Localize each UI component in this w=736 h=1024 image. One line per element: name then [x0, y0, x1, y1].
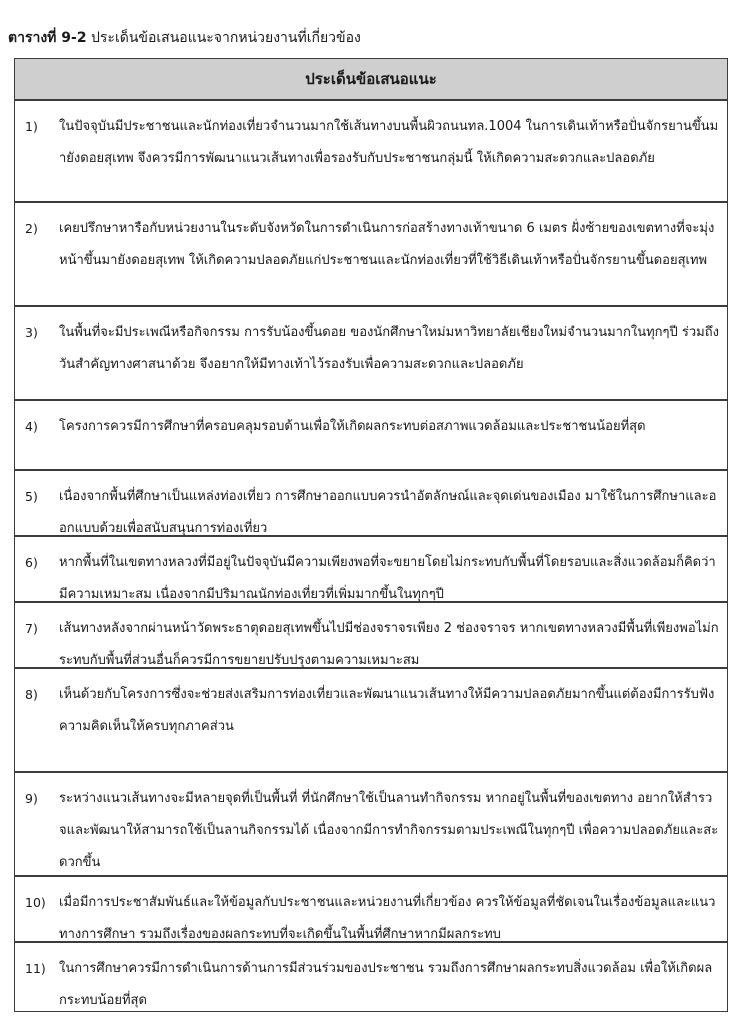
- table-row: [14, 772, 728, 876]
- row-text: ระหว่างแนวเส้นทางจะมีหลายจุดที่เป็นพื้นที่ ที่นักศึกษาใช้เป็นลานทำกิจกรรม หากอยู่ในพื้นที่ของเขตทาง อยากให้สำรวจและพัฒนาให้สามารถใช้เป็นลานกิจกรรมได้ เนื่องจากมีการทำกิจกรรมตามประเพณีในทุกๆปี เพื่อความปลอดภัยและสะดวกขึ้น: [59, 791, 719, 870]
- row-text: เคยปรึกษาหารือกับหน่วยงานในระดับจังหวัดในการดำเนินการก่อสร้างทางเท้าขนาด 6 เมตร ฝั่งซ้ายของเขตทางที่จะมุ่งหน้าขึ้นมายังดอยสุเทพ ให้เกิดความปลอดภัยแก่ประชาชนและนักท่องเที่ยวที่ใช้วิธีเดินเท้าหรือปั่นจักรยานขึ้นดอยสุเทพ: [59, 221, 715, 268]
- table-row: [14, 876, 728, 942]
- table-row: [14, 306, 728, 400]
- row-text: เมื่อมีการประชาสัมพันธ์และให้ข้อมูลกับประชาชนและหน่วยงานที่เกี่ยวข้อง ควรให้ข้อมูลที่ชัดเจนในเรื่องข้อมูลและแนวทางการศึกษา รวมถึงเรื่องของผลกระทบที่จะเกิดขึ้นในพื้นที่ศึกษาหากมีผลกระทบ: [59, 895, 716, 942]
- row-text: เส้นทางหลังจากผ่านหน้าวัดพระธาตุดอยสุเทพขึ้นไปมีช่องจราจรเพียง 2 ช่องจราจร หากเขตทางหลวงมีพื้นที่เพียงพอไม่กระทบกับพื้นที่ส่วนอื่นก็ควรมีการขยายปรับปรุงตามความเหมาะสม: [59, 621, 719, 668]
- row-text: โครงการควรมีการศึกษาที่ครอบคลุมรอบด้านเพื่อให้เกิดผลกระทบต่อสภาพแวดล้อมและประชาชนน้อยที่สุด: [59, 419, 646, 434]
- row-number: 3): [25, 325, 38, 340]
- row-number: 5): [25, 489, 38, 504]
- row-text: เห็นด้วยกับโครงการซึ่งจะช่วยส่งเสริมการท่องเที่ยวและพัฒนาแนวเส้นทางให้มีความปลอดภัยมากขึ้นแต่ต้องมีการรับฟังความคิดเห็นให้ครบทุกภาคส่วน: [59, 687, 715, 734]
- row-number: 1): [25, 119, 38, 134]
- row-number: 10): [25, 895, 46, 910]
- row-text: ในพื้นที่จะมีประเพณีหรือกิจกรรม การรับน้องขึ้นดอย ของนักศึกษาใหม่มหาวิทยาลัยเชียงใหม่จำนวนมากในทุกๆปี ร่วมถึงวันสำคัญทางศาสนาด้วย จึงอยากให้มีทางเท้าไว้รองรับเพื่อความสะดวกและปลอดภัย: [59, 325, 719, 372]
- row-number: 7): [25, 621, 38, 636]
- row-text: ในการศึกษาควรมีการดำเนินการด้านการมีส่วนร่วมของประชาชน รวมถึงการศึกษาผลกระทบสิ่งแวดล้อม เพื่อให้เกิดผลกระทบน้อยที่สุด: [59, 961, 713, 1008]
- table-row: [14, 942, 728, 1012]
- table-row: [14, 202, 728, 306]
- row-text: หากพื้นที่ในเขตทางหลวงที่มีอยู่ในปัจจุบันมีความเพียงพอที่จะขยายโดยไม่กระทบกับพื้นที่โดยรอบและสิ่งแวดล้อมก็คิดว่ามีความเหมาะสม เนื่องจากมีปริมาณนักท่องเที่ยวที่เพิ่มมากขึ้นในทุกๆปี: [59, 555, 716, 602]
- table-row: [14, 536, 728, 602]
- row-number: 8): [25, 687, 38, 702]
- table-row: [14, 602, 728, 668]
- row-number: 2): [25, 221, 38, 236]
- table-row: [14, 100, 728, 202]
- table-caption: [8, 28, 361, 48]
- table-header: ประเด็นข้อเสนอแนะ: [14, 58, 728, 100]
- table-row: [14, 400, 728, 470]
- row-number: 4): [25, 419, 38, 434]
- table-row: [14, 668, 728, 772]
- table-title: ประเด็นข้อเสนอแนะจากหน่วยงานที่เกี่ยวข้อง: [86, 30, 361, 46]
- row-number: 6): [25, 555, 38, 570]
- row-number: 11): [25, 961, 46, 976]
- suggestions-table: [14, 58, 728, 1008]
- row-number: 9): [25, 791, 38, 806]
- table-number: ตารางที่ 9-2: [8, 30, 87, 46]
- row-text: ในปัจจุบันมีประชาชนและนักท่องเที่ยวจำนวนมากใช้เส้นทางบนพื้นผิวถนนทล.1004 ในการเดินเท้าหรือปั่นจักรยานขึ้นมายังดอยสุเทพ จึงควรมีการพัฒนาแนวเส้นทางเพื่อรองรับกับประชาชนกลุ่มนี้ ให้เกิดความสะดวกและปลอดภัย: [59, 119, 719, 166]
- table-row: [14, 470, 728, 536]
- row-text: เนื่องจากพื้นที่ศึกษาเป็นแหล่งท่องเที่ยว การศึกษาออกแบบควรนำอัตลักษณ์และจุดเด่นของเมือง มาใช้ในการศึกษาและออกแบบด้วยเพื่อสนับสนุนการท่องเที่ยว: [59, 489, 717, 536]
